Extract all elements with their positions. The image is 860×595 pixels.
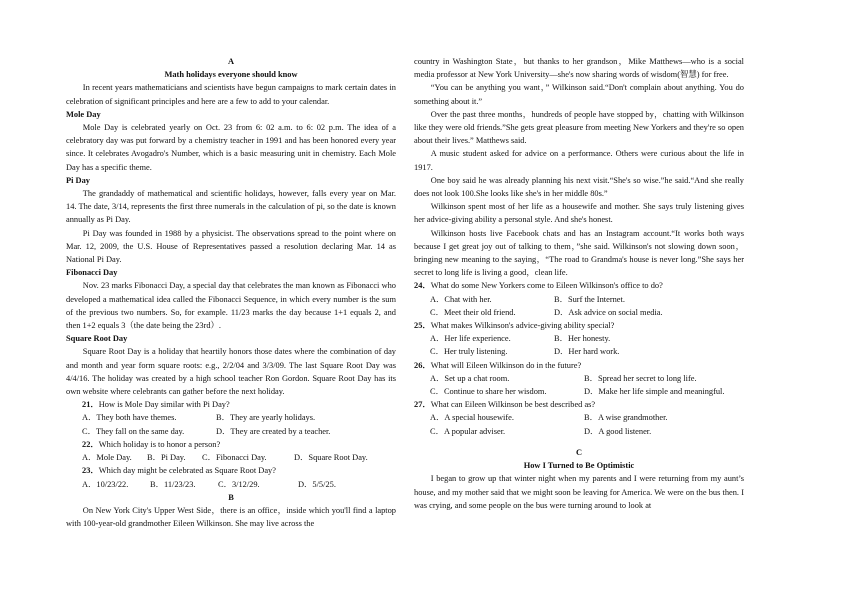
square-root-day-paragraph: Square Root Day is a holiday that heartily honors those dates where the combination of day and month and year form square roots: e.g., 2/2/04 and 3/3/09. The last Square Root Day was 4/4/16. The holiday was created by a high school teacher Ron Gordon. Square Root Day has its own website where celebrants can gather before the next holiday.	[66, 347, 396, 397]
section-b-paragraph-3: Over the past three months，hundreds of people have stopped by，chatting with Wilkinson like they were old friends.”She gets great pleasure from meeting New Yorkers and they're so open about their lives.” Matthews said.	[414, 109, 744, 146]
question-23-options	[66, 478, 396, 491]
question-25-number: 25．	[414, 321, 431, 331]
fibonacci-day-paragraph: Nov. 23 marks Fibonacci Day, a special day that celebrates the man known as Fibonacci who developed a mathematical idea called the Fibonacci Sequence, in which every number is the sum of the previous two numbers. So, for example. 11/23 marks the day because 1+1 equals 2, and then 1+2 equals 3（the date being the 23rd）.	[66, 281, 396, 331]
pi-day-heading: Pi Day	[66, 175, 90, 185]
question-26-options-row-2	[414, 385, 744, 398]
question-27-number: 27．	[414, 400, 431, 410]
question-24-options-row-2	[414, 306, 744, 319]
option-a[interactable]: A．They both have themes.	[82, 413, 177, 423]
option-c[interactable]: C．Continue to share her wisdom.	[430, 387, 547, 397]
question-23-number: 23．	[82, 466, 99, 476]
section-a-letter: A	[227, 57, 235, 66]
square-root-day-heading: Square Root Day	[66, 334, 128, 344]
option-b[interactable]: B．Spread her secret to long life.	[584, 373, 697, 383]
section-b-paragraph-1: On New York City's Upper West Side，there is an office，inside which you'll find a laptop with 100-year-old grandmother Eileen Wilkinson. She may live across the	[66, 505, 396, 529]
option-d[interactable]: D．A good listener.	[584, 426, 652, 436]
question-27	[414, 398, 744, 411]
question-24-text: What do some New Yorkers come to Eileen Wilkinson's office to do?	[430, 281, 663, 291]
left-column	[66, 55, 396, 530]
question-24-number: 24．	[414, 281, 431, 291]
option-a[interactable]: A．Set up a chat room.	[430, 373, 510, 383]
question-27-options	[414, 411, 744, 424]
right-column	[414, 55, 744, 512]
section-b-paragraph-6: Wilkinson spent most of her life as a housewife and mother. She says truly listening gives her advice-giving ability a personal style. And she's honest.	[414, 202, 744, 225]
option-a[interactable]: A．Her life experience.	[430, 334, 511, 344]
question-25-options-row-2	[414, 345, 744, 358]
option-d[interactable]: D．5/5/25.	[298, 479, 336, 489]
option-a[interactable]: A．10/23/22.	[82, 479, 129, 489]
question-26-text: What will Eileen Wilkinson do in the future?	[430, 360, 582, 370]
question-26-options	[414, 372, 744, 385]
option-b[interactable]: B．Surf the Internet.	[554, 294, 625, 304]
option-b[interactable]: B．11/23/23.	[150, 479, 196, 489]
question-25-text: What makes Wilkinson's advice-giving ability special?	[430, 321, 615, 331]
option-a[interactable]: A．A special housewife.	[430, 413, 514, 423]
question-21-text: How is Mole Day similar with Pi Day?	[98, 400, 230, 410]
question-27-options-row-2	[414, 425, 744, 438]
section-b-letter: B	[228, 492, 234, 502]
section-b-continued: country in Washington State，but thanks to her grandson，Mike Matthews—who is a social media professor at New York University—she's now sharing words of wisdom(智慧) for free.	[414, 57, 744, 80]
option-b[interactable]: B．Pi Day.	[147, 453, 186, 463]
option-a[interactable]: A．Chat with her.	[430, 294, 492, 304]
option-b[interactable]: B．A wise grandmother.	[584, 413, 668, 423]
pi-day-paragraph-2: Pi Day was founded in 1988 by a physicist. The observations spread to the point where on Mar. 12, 2009, the U.S. House of Representatives passed a resolution declaring Mar. 14 as National Pi Day.	[66, 228, 396, 265]
option-c[interactable]: C．Meet their old friend.	[430, 307, 516, 317]
question-27-text: What can Eileen Wilkinson be best described as?	[430, 400, 596, 410]
section-b-paragraph-4: A music student asked for advice on a performance. Others were curious about the life in 1917.	[414, 149, 744, 172]
mole-day-paragraph: Mole Day is celebrated yearly on Oct. 23 from 6: 02 a.m. to 6: 02 p.m. The idea of a celebratory day was put forward by a chemistry teacher in 1991 and has been honored every year since. It celebrates Avogadro's Number, which is a basic measuring unit in chemistry. Each Mole Day has a specific theme.	[66, 123, 396, 172]
question-21-options-row-1	[66, 411, 396, 424]
option-d[interactable]: D．Her hard work.	[554, 347, 620, 357]
pi-day-paragraph-1: The grandaddy of mathematical and scientific holidays, however, falls every year on Mar. 14. The date, 3/14, represents the first three numerals in the calculation of pi, so the date is known annually as Pi Day.	[66, 189, 396, 225]
question-24	[414, 279, 744, 292]
section-b-paragraph-5: One boy said he was already planning his next visit.“She's so wise.”he said.“And she really does not look 100.She looks like she's in her middle 80s.”	[414, 175, 744, 199]
question-25	[414, 319, 744, 332]
section-spacer	[414, 438, 744, 446]
option-c[interactable]: C．Fibonacci Day.	[202, 453, 267, 463]
option-c[interactable]: C．A popular adviser.	[430, 426, 506, 436]
option-b[interactable]: B．They are yearly holidays.	[216, 413, 316, 423]
option-b[interactable]: B．Her honesty.	[554, 334, 611, 344]
question-22-text: Which holiday is to honor a person?	[98, 439, 221, 449]
question-25-options	[414, 332, 744, 345]
option-c[interactable]: C．Her truly listening.	[430, 347, 508, 357]
question-22-options	[66, 451, 396, 464]
mole-day-heading: Mole Day	[66, 109, 101, 119]
question-21-options-row-2	[66, 425, 396, 438]
section-a-title: Math holidays everyone should know	[164, 70, 298, 80]
option-d[interactable]: D．Make her life simple and meaningful.	[584, 387, 725, 397]
option-c[interactable]: C．They fall on the same day.	[82, 426, 185, 436]
section-c-title: How I Turned to Be Optimistic	[523, 461, 635, 471]
section-c-paragraph-1: I began to grow up that winter night when my parents and I were returning from my aunt’s house, and my mother said that we might soon be leaving for America. We were on the bus then. I was crying, and some people on the bus were turning around to look at	[414, 474, 744, 510]
fibonacci-day-heading: Fibonacci Day	[66, 268, 118, 278]
option-c[interactable]: C．3/12/29.	[218, 479, 260, 489]
question-26	[414, 359, 744, 372]
question-22-number: 22．	[82, 439, 99, 449]
section-b-paragraph-7: Wilkinson hosts live Facebook chats and has an Instagram account.“It works both ways because I get great joy out of talking to them，”she said. Wilkinson's not slowing down soon，bringing new meaning to the saying，“The road to Grandma's house is never long.”She says her secret to long life is living a good，clean life.	[414, 228, 744, 278]
option-d[interactable]: D．Square Root Day.	[294, 453, 368, 463]
option-d[interactable]: D．They are created by a teacher.	[216, 426, 331, 436]
question-22	[66, 438, 396, 451]
question-23	[66, 464, 396, 477]
option-a[interactable]: A．Mole Day.	[82, 453, 132, 463]
question-24-options	[414, 293, 744, 306]
question-21	[66, 398, 396, 411]
question-23-text: Which day might be celebrated as Square Root Day?	[98, 466, 276, 476]
section-b-paragraph-2: “You can be anything you want，” Wilkinson said.“Don't complain about anything. You do something about it.”	[414, 83, 744, 106]
option-d[interactable]: D．Ask advice on social media.	[554, 307, 663, 317]
section-c-letter: C	[575, 447, 583, 457]
question-26-number: 26．	[414, 360, 431, 370]
intro-paragraph: In recent years mathematicians and scientists have begun campaigns to mark certain dates in celebration of significant principles and here are a few to add to your calendar.	[66, 83, 396, 106]
question-21-number: 21．	[82, 400, 99, 410]
